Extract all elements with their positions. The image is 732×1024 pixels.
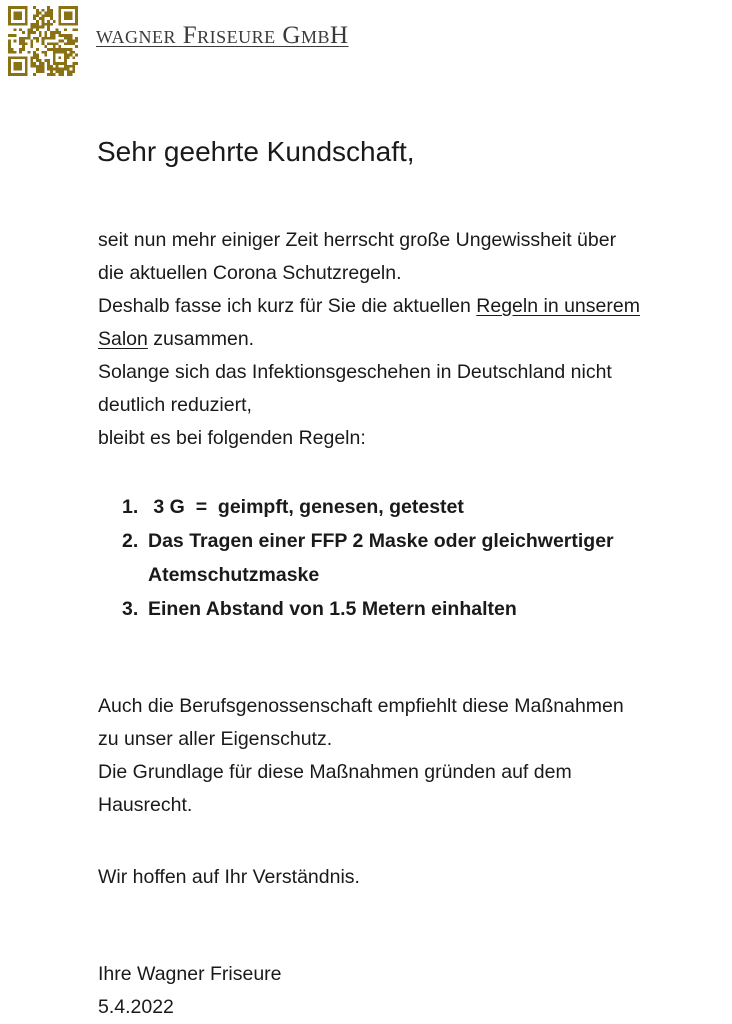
intro-line: bleibt es bei folgenden Regeln: bbox=[98, 427, 366, 449]
intro-text: Deshalb fasse ich kurz für Sie die aktuellen bbox=[98, 295, 477, 317]
letter-date: 5.4.2022 bbox=[98, 996, 174, 1018]
rule-item bbox=[98, 524, 718, 592]
background-line: Auch die Berufsgenossenschaft empfiehlt diese Maßnahmen bbox=[98, 695, 624, 717]
rule-item bbox=[98, 592, 718, 626]
rules-underlined-text: Regeln in unserem bbox=[476, 295, 640, 317]
closing-line: Wir hoffen auf Ihr Verständnis. bbox=[98, 866, 360, 888]
salon-underlined-text: Salon bbox=[98, 328, 148, 350]
rule-text: Einen Abstand von 1.5 Metern einhalten bbox=[148, 598, 517, 620]
rule-number: 3. bbox=[122, 598, 139, 620]
rule-number: 2. bbox=[122, 530, 139, 552]
rule-text: 3 G = geimpft, genesen, getestet bbox=[148, 496, 464, 518]
intro-text: zusammen. bbox=[147, 328, 255, 350]
intro-line: Solange sich das Infektionsgeschehen in Deutschland nicht bbox=[98, 361, 612, 383]
background-line: zu unser aller Eigenschutz. bbox=[98, 728, 333, 750]
qr-code-icon bbox=[8, 6, 78, 76]
rule-item bbox=[98, 490, 718, 524]
rule-number: 1. bbox=[122, 496, 139, 518]
intro-line bbox=[98, 323, 732, 356]
background-paragraph bbox=[98, 690, 732, 822]
intro-line bbox=[98, 290, 732, 323]
rule-text: Das Tragen einer FFP 2 Maske oder gleichwertiger Atemschutzmaske bbox=[148, 530, 619, 586]
intro-line: seit nun mehr einiger Zeit herrscht große Ungewissheit über bbox=[98, 229, 617, 251]
closing-paragraph bbox=[98, 861, 732, 894]
letter-greeting: Sehr geehrte Kundschaft, bbox=[97, 136, 415, 167]
intro-paragraph bbox=[98, 224, 732, 455]
company-name: wagner Friseure GmbH bbox=[96, 22, 349, 49]
background-line: Die Grundlage für diese Maßnahmen gründen auf dem bbox=[98, 761, 572, 783]
intro-line: die aktuellen Corona Schutzregeln. bbox=[98, 262, 402, 284]
intro-line: deutlich reduziert, bbox=[98, 394, 252, 416]
rules-list bbox=[98, 490, 718, 626]
background-line: Hausrecht. bbox=[98, 794, 193, 816]
signature-line: Ihre Wagner Friseure bbox=[98, 963, 282, 985]
signature-block bbox=[98, 958, 732, 1024]
